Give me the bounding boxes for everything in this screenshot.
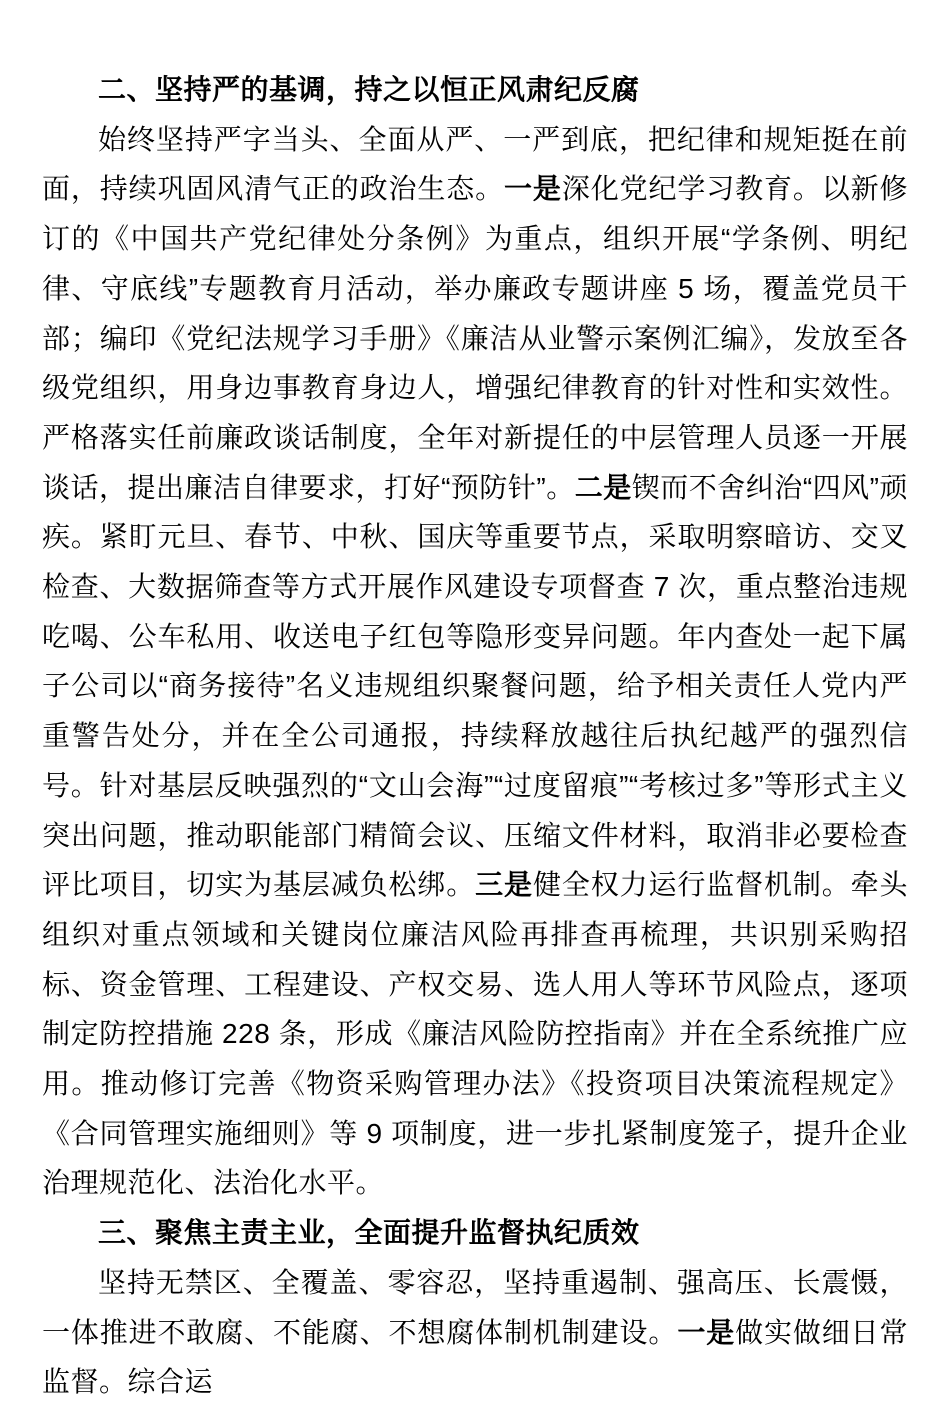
text-run: 健全权力运行监督机制。牵头组织对重点领域和关键岗位廉洁风险再排查再梳理，共识别采购招标、资金管理、工程建设、产权交易、选人用人等环节风险点，逐项制定防控措施 228 条，形成《廉洁风险防控指南》并在全系统推广应用。推动修订完善《物资采购管理办法》《投资项目决策流程规定》《合同管理实施细则》等 9 项制度，进一步扎紧制度笼子，提升企业治理规范化、法治化水平。 — [42, 869, 908, 1199]
text-run: 深化党纪学习教育。以新修订的《中国共产党纪律处分条例》为重点，组织开展“学条例、明纪律、守底线”专题教育月活动，举办廉政专题讲座 5 场，覆盖党员干部；编印《党纪法规学习手册》《廉洁从业警示案例汇编》，发放至各级党组织，用身边事教育身边人，增强纪律教育的针对性和实效性。严格落实任前廉政谈话制度，全年对新提任的中层管理人员逐一开展谈话，提出廉洁自律要求，打好“预防针”。 — [42, 173, 908, 503]
paragraph — [42, 115, 908, 1208]
text-run: 锲而不舍纠治“四风”顽疾。紧盯元旦、春节、中秋、国庆等重要节点，采取明察暗访、交叉检查、大数据筛查等方式开展作风建设专项督查 7 次，重点整治违规吃喝、公车私用、收送电子红包等隐形变异问题。年内查处一起下属子公司以“商务接待”名义违规组织聚餐问题，给予相关责任人党内严重警告处分，并在全公司通报，持续释放越往后执纪越严的强烈信号。针对基层反映强烈的“文山会海”“过度留痕”“考核过多”等形式主义突出问题，推动职能部门精简会议、压缩文件材料，取消非必要检查评比项目，切实为基层减负松绑。 — [42, 471, 908, 901]
text-run: 始终坚持严字当头、全面从严、一严到底，把纪律和规矩挺在前面，持续巩固风清气正的政治生态。 — [42, 123, 908, 205]
section-heading: 三、聚焦主责主业，全面提升监督执纪质效 — [98, 1217, 640, 1249]
section-heading: 二、坚持严的基调，持之以恒正风肃纪反腐 — [98, 74, 640, 105]
section — [42, 65, 908, 1208]
section — [42, 1208, 908, 1407]
text-run: 做实做细日常监督。综合运 — [42, 1316, 908, 1398]
document-content — [42, 65, 908, 1407]
emphasis-run: 一是 — [677, 1316, 736, 1348]
emphasis-run: 一是 — [504, 173, 562, 205]
emphasis-run: 二是 — [574, 471, 632, 503]
text-run: 坚持无禁区、全覆盖、零容忍，坚持重遏制、强高压、长震慑，一体推进不敢腐、不能腐、不想腐体制机制建设。 — [42, 1266, 908, 1348]
paragraph — [42, 1258, 908, 1407]
emphasis-run: 三是 — [475, 869, 533, 901]
